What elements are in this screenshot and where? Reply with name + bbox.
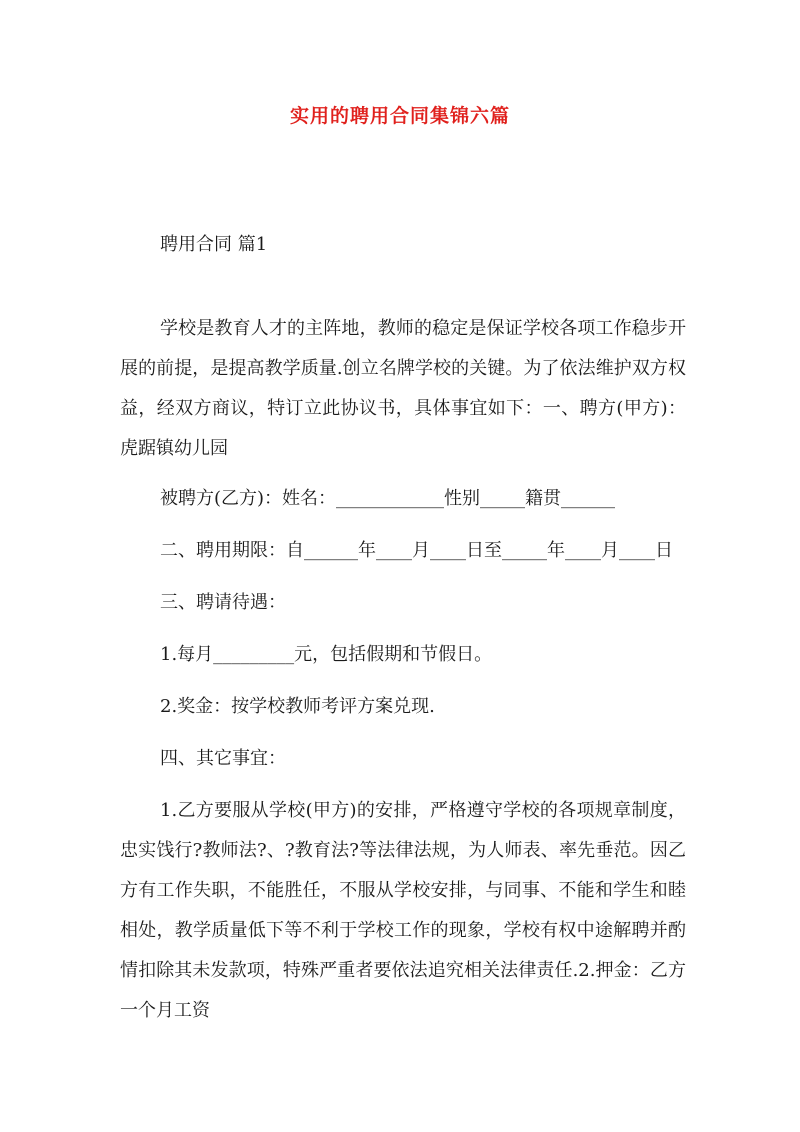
- intro-block: [120, 309, 686, 469]
- paragraph-compensation-heading: 三、聘请待遇：: [160, 592, 286, 613]
- paragraph-bonus: 2.奖金：按学校教师考评方案兑现.: [160, 696, 435, 717]
- paragraph-term: 二、聘用期限：自______年____月____日至_____年____月____日: [160, 540, 673, 561]
- terms-block: [120, 479, 686, 1043]
- section-heading: 聘用合同 篇1: [160, 234, 268, 255]
- page-title: 实用的聘用合同集锦六篇: [289, 105, 510, 127]
- paragraph-employee-info: 被聘方(乙方)：姓名：____________性别_____籍贯______: [160, 488, 616, 509]
- paragraph-obligations: 1.乙方要服从学校(甲方)的安排，严格遵守学校的各项规章制度，忠实饯行?教师法?、?教育法?等法律法规，为人师表、率先垂范。因乙方有工作失职，不能胜任，不服从学校安排，与同事、不能和学生和睦相处，教学质量低下等不利于学校工作的现象，学校有权中途解聘并酌情扣除其未发款项，特殊严重者要依法追究相关法律责任.2.押金：乙方一个月工资: [120, 800, 686, 1021]
- paragraph-intro: 学校是教育人才的主阵地，教师的稳定是保证学校各项工作稳步开展的前提，是提高教学质量.创立名牌学校的关键。为了依法维护双方权益，经双方商议，特订立此协议书，具体事宜如下：一、聘方(甲方)：虎踞镇幼儿园: [120, 318, 686, 459]
- paragraph-monthly-pay: 1.每月_________元，包括假期和节假日。: [160, 644, 493, 665]
- paragraph-other-heading: 四、其它事宜：: [160, 748, 286, 769]
